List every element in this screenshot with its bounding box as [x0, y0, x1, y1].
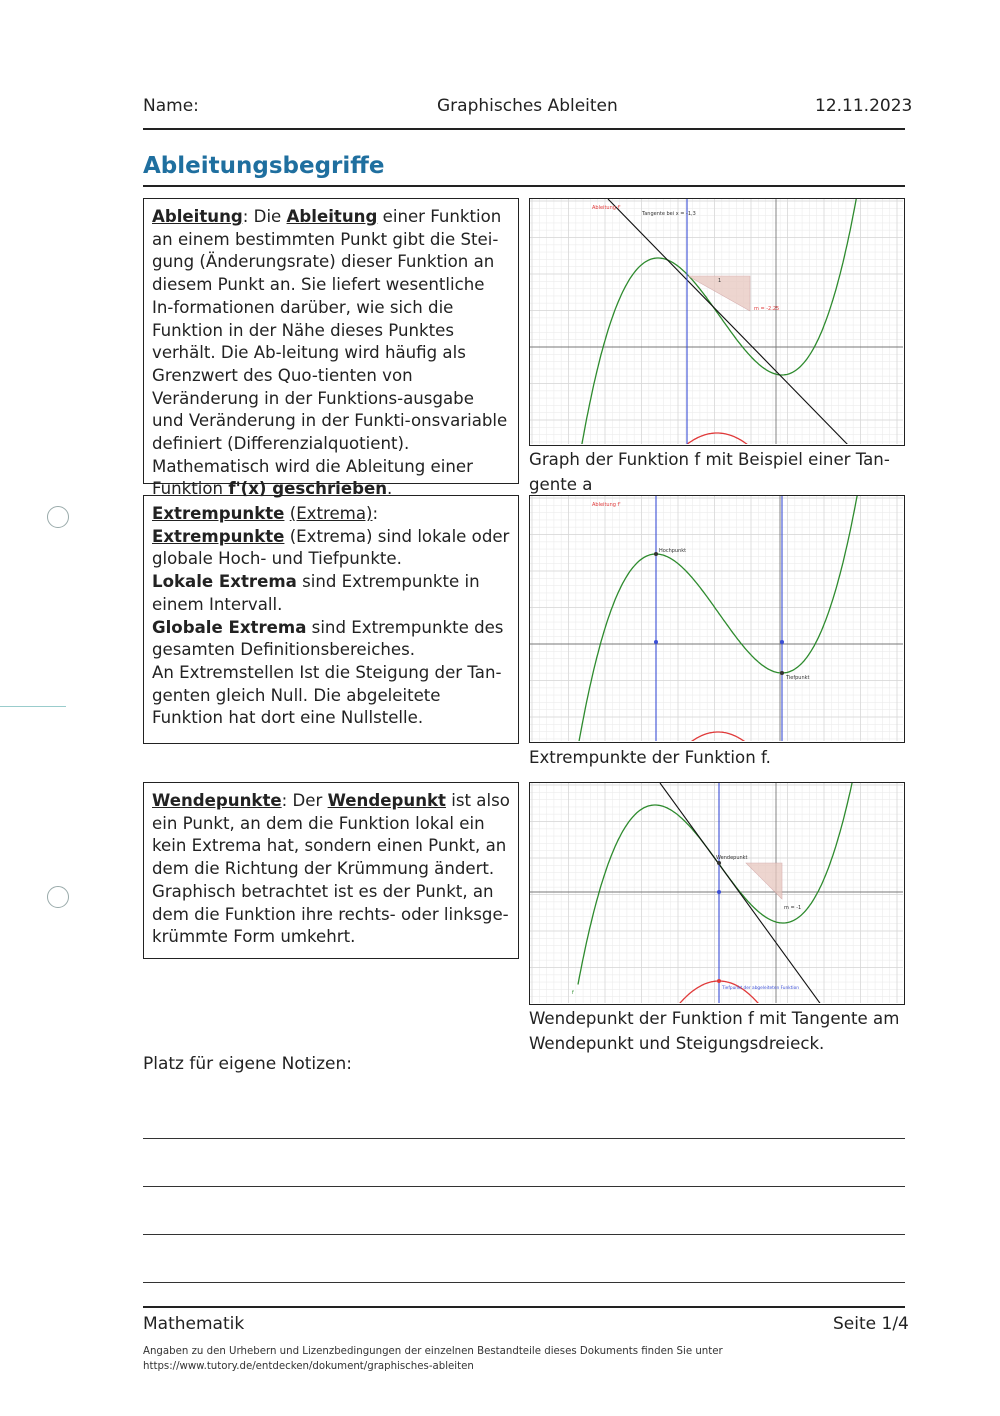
legal-notice: [143, 1344, 723, 1374]
inflection-label: Wendepunkt: [716, 855, 748, 861]
figure-tangent-graph: [529, 198, 905, 446]
box3-text-a: : Der: [281, 791, 328, 810]
triangle-side-label: 1: [718, 278, 722, 284]
box2-text-d: An Extremstellen Ist die Steigung der Tan-genten gleich Null. Die abgeleitete Funktion hat dort eine Nullstelle.: [152, 662, 502, 728]
zero-point-left: [654, 640, 658, 644]
note-line: [143, 1186, 905, 1187]
tangent-graph-plot: [530, 199, 903, 444]
derivative-min-label: Tiefpunkt der abgeleiteten Funktion: [722, 986, 799, 991]
note-line: [143, 1138, 905, 1139]
term-lokale-extrema: Lokale Extrema: [152, 572, 297, 592]
extrema-graph-plot: [530, 496, 903, 741]
box2-colon: :: [372, 504, 379, 523]
box1-text-b: einer Funktion an einem bestimmten Punkt gibt die Stei-gung (Änderungsrate) dieser Funktion an diesem Punkt an. Sie liefert wesentliche In-formationen darüber, wie sich die Funktion in der Nähe dieses Punktes verhält. Die Ab-leitung wird häufig als Grenzwert des Quo-tienten von Veränderung in der Funktions-ausgabe und Veränderung in der Funkti-onsvariable definiert (Differenzialquotient). Mathematisch wird die Ableitung einer Funktion: [152, 207, 508, 499]
term-ableitung-2: Ableitung: [286, 207, 378, 226]
section-title: Ableitungsbegriffe: [143, 153, 385, 179]
slope-label: m = -1: [784, 905, 802, 911]
box2-text-c: sind Extrempunkte des gesamten Definitionsbereiches.: [152, 617, 504, 660]
note-line: [143, 1282, 905, 1283]
name-label: Name:: [143, 96, 199, 116]
punch-hole-top: [47, 506, 69, 528]
term-wendepunkt: Wendepunkt: [327, 791, 446, 810]
zero-point-right: [780, 640, 784, 644]
slope-label: m = -2.25: [754, 306, 780, 312]
legal-url[interactable]: https://www.tutory.de/entdecken/dokument/graphisches-ableiten: [143, 1361, 474, 1372]
plot-background: [530, 199, 903, 444]
figure-inflection-graph: [529, 782, 905, 1005]
inflection-graph-plot: [530, 783, 903, 1003]
max-label: Hochpunkt: [659, 548, 687, 554]
term-extrempunkte-2: Extrempunkte: [152, 526, 285, 546]
legal-line-1: Angaben zu den Urhebern und Lizenzbedingungen der einzelnen Bestandteile dieses Dokuments finden Sie unter: [143, 1346, 723, 1357]
document-title: Graphisches Ableiten: [437, 96, 618, 116]
term-extrema: (Extrema): [289, 504, 373, 523]
tangent-label: Tangente bei x = -1,3: [642, 211, 696, 217]
figure2-caption: Extrempunkte der Funktion f.: [529, 748, 771, 767]
note-line: [143, 1234, 905, 1235]
term-ableitung: Ableitung: [152, 207, 243, 226]
footer-subject: Mathematik: [143, 1314, 245, 1334]
notes-label: Platz für eigene Notizen:: [143, 1054, 352, 1074]
footer-page-number: Seite 1/4: [833, 1314, 909, 1334]
footer-rule: [143, 1306, 905, 1308]
fold-mark: [0, 706, 66, 707]
figure-extrema-graph: [529, 495, 905, 743]
axis-crossing-point: [717, 890, 721, 894]
box1-text-c: .: [387, 479, 393, 499]
box2-text-a: (Extrema) sind lokale oder globale Hoch- und Tiefpunkte.: [152, 526, 510, 569]
derivative-label: Ableitung f': [592, 205, 621, 211]
derivative-min-point: [717, 979, 721, 983]
section-rule: [143, 185, 905, 187]
definition-box-extrempunkte: [143, 495, 519, 744]
document-date: 12.11.2023: [815, 96, 913, 116]
formula-text: f'(x) geschrieben: [228, 479, 388, 499]
term-globale-extrema: Globale Extrema: [152, 617, 307, 637]
definition-box-wendepunkte: [143, 782, 519, 959]
term-wendepunkte: Wendepunkte: [152, 791, 282, 810]
figure3-caption: Wendepunkt der Funktion f mit Tangente am Wendepunkt und Steigungsdreieck.: [529, 1009, 900, 1053]
punch-hole-bottom: [47, 886, 69, 908]
term-extrempunkte: Extrempunkte: [152, 504, 285, 523]
min-label: Tiefpunkt: [786, 675, 810, 681]
max-point: [654, 552, 658, 556]
figure1-caption: Graph der Funktion f mit Beispiel einer Tan-gente a: [529, 450, 890, 494]
box3-text-b: ist also ein Punkt, an dem die Funktion lokal ein kein Extrema hat, sondern einen Punkt, an dem die Richtung der Krümmung ändert. Graphisch betrachtet ist es der Punkt, an dem die Funktion ihre rechts- oder linksge-krümmte Form umkehrt.: [152, 791, 510, 947]
inflection-point: [717, 861, 721, 865]
box1-text-a: : Die: [242, 207, 287, 226]
min-point: [780, 671, 784, 675]
plot-background: [530, 783, 903, 1003]
definition-box-ableitung: [143, 198, 519, 499]
header-rule: [143, 128, 905, 130]
box2-text-b: sind Extrempunkte in einem Intervall.: [152, 572, 480, 614]
derivative-label: Ableitung f': [592, 502, 621, 508]
function-label: f: [572, 990, 574, 996]
